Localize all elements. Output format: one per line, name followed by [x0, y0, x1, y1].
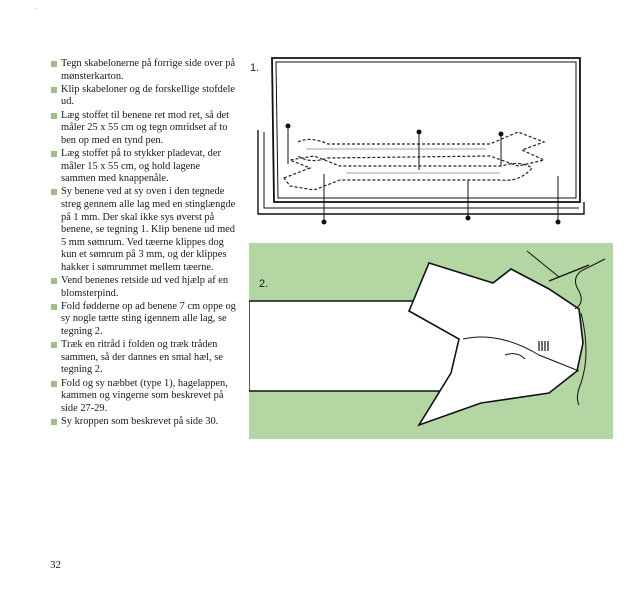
step-text: Fold og sy næbbet (type 1), hagelappen, kammen og vingerne som beskrevet på side 27-29. — [61, 377, 228, 414]
step-text: Sy benene ved at sy oven i den tegnede streg gennem alle lag med en stinglængde på 1 mm. Der skal ikke sys øverst på benene, se tegning 1. Klip benene ud med 5 mm sømrum. Ved tæerne klippes dog kun et sømrum på 3 mm, og der klippes hakker i sømrummet mellem tæerne. — [61, 186, 236, 273]
step-text: Læg stoffet på to stykker pladevat, der måler 15 x 55 cm, og hold lagene sammen med knappenåle. — [61, 147, 221, 185]
square-bullet-icon — [51, 113, 57, 119]
list-item — [50, 148, 236, 186]
square-bullet-icon — [51, 61, 57, 67]
square-bullet-icon — [51, 304, 57, 310]
page-number: 32 — [50, 559, 61, 571]
step-text: Fold fødderne op ad benene 7 cm oppe og sy nogle tætte sting igennem alle lag, se tegning 2. — [61, 300, 236, 338]
leg-sewing-diagram — [250, 52, 590, 230]
list-item — [50, 416, 236, 429]
list-item — [50, 186, 236, 274]
step-text: Læg stoffet til benene ret mod ret, så det måler 25 x 55 cm og tegn omridset af to ben op med en tynd pen. — [61, 109, 230, 146]
square-bullet-icon — [51, 151, 57, 157]
figure-2-label: 2. — [259, 278, 269, 290]
square-bullet-icon — [51, 342, 57, 348]
list-item — [50, 58, 236, 83]
instruction-list — [50, 58, 236, 429]
square-bullet-icon — [51, 278, 57, 284]
square-bullet-icon — [51, 381, 57, 387]
scan-mark: ‾ — [34, 8, 37, 18]
list-item — [50, 301, 236, 339]
figure-2-illustration — [249, 243, 613, 439]
list-item — [50, 275, 236, 300]
figure-1-label: 1. — [250, 62, 260, 74]
square-bullet-icon — [51, 189, 57, 195]
foot-folding-diagram — [249, 243, 613, 439]
step-text: Klip skabeloner og de forskellige stofdele ud. — [61, 83, 235, 108]
step-text: Sy kroppen som beskrevet på side 30. — [61, 415, 219, 427]
list-item — [50, 110, 236, 148]
figure-1-illustration — [250, 52, 590, 230]
step-text: Vend benenes retside ud ved hjælp af en blomsterpind. — [61, 275, 229, 299]
step-text: Tegn skabelonerne på forrige side over på mønsterkarton. — [61, 58, 236, 82]
square-bullet-icon — [51, 419, 57, 425]
step-text: Træk en ritråd i folden og træk tråden sammen, så der dannes en smal hæl, se tegning 2. — [61, 339, 223, 376]
list-item — [50, 378, 236, 416]
list-item — [50, 339, 236, 377]
square-bullet-icon — [51, 87, 57, 93]
list-item — [50, 84, 236, 109]
